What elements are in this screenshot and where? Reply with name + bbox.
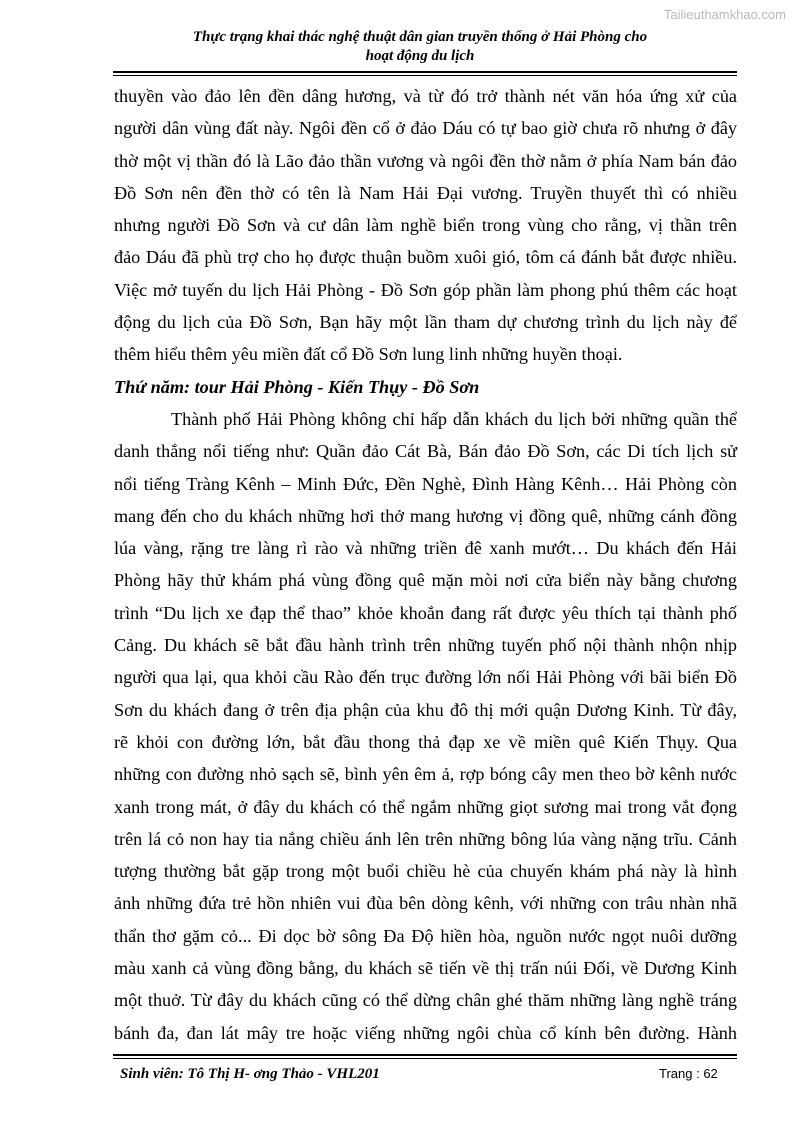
footer-divider-thin (113, 1058, 737, 1059)
text-line: Thành phố Hải Phòng không chỉ hấp dẫn khách du lịch bởi những quần thể (171, 408, 737, 429)
text-line: nổi tiếng Tràng Kênh – Minh Đức, Đền Nghè, Đình Hàng Kênh… Hải Phòng còn (114, 473, 737, 494)
text-line: xanh trong mát, ở đây du khách có thể ngắm những giọt sương mai trong vắt đọng (114, 796, 737, 817)
text-line: danh thắng nổi tiếng như: Quần đảo Cát Bà, Bán đảo Đồ Sơn, các Di tích lịch sử (114, 441, 737, 462)
text-line: mang đến cho du khách những hơi thở mang hương vị đồng quê, những cánh đồng (114, 505, 737, 526)
text-line: thẩn thơ gặm cỏ... Đi dọc bờ sông Đa Độ hiền hòa, nguồn nước ngọt nuôi dưỡng (114, 925, 737, 946)
text-line: Việc mở tuyến du lịch Hải Phòng - Đồ Sơn góp phần làm phong phú thêm các hoạt (114, 279, 737, 300)
text-line: trình “Du lịch xe đạp thể thao” khỏe khoắn đang rất được yêu thích tại thành phố (114, 602, 737, 623)
text-line: trên lá cỏ non hay tia nắng chiều ánh lên trên những bông lúa vàng nặng trĩu. Cảnh (114, 828, 737, 849)
page-number: Trang : 62 (659, 1066, 718, 1081)
text-line: Đồ Sơn nên đền thờ có tên là Nam Hải Đại vương. Truyền thuyết thì có nhiều (114, 182, 737, 203)
text-line: rẽ khỏi con đường lớn, bắt đầu thong thả đạp xe về miền quê Kiến Thụy. Qua (114, 731, 737, 752)
header-divider-thin (113, 75, 737, 76)
header-line-2: hoạt động du lịch (365, 48, 475, 64)
watermark: Tailieuthamkhao.com (663, 7, 786, 22)
text-line: thêm hiểu thêm yêu miền đất cổ Đồ Sơn lung linh những huyền thoại. (114, 344, 623, 365)
paragraph-1 (114, 80, 737, 371)
text-line: ảnh những đứa trẻ hồn nhiên vui đùa bên dòng kênh, với những con trâu nhàn nhã (114, 893, 737, 914)
running-header (120, 28, 720, 66)
footer-divider (113, 1054, 737, 1056)
text-line: lúa vàng, rặng tre làng rì rào và những triền đê xanh mướt… Du khách đến Hải (114, 538, 737, 559)
text-line: nhưng người Đồ Sơn và cư dân làm nghề biển trong vùng cho rằng, vị thần trên (114, 215, 737, 236)
text-line: Cảng. Du khách sẽ bắt đầu hành trình trên những tuyến phố nội thành nhộn nhịp (114, 635, 737, 656)
page-body (114, 80, 737, 1049)
text-line: động du lịch của Đồ Sơn, Bạn hãy một lần tham dự chương trình du lịch này để (114, 312, 737, 333)
header-line-1: Thực trạng khai thác nghệ thuật dân gian truyền thống ở Hải Phòng cho (192, 29, 648, 45)
paragraph-2 (114, 403, 737, 1049)
text-line: đảo Dáu đã phù trợ cho họ được thuận buồm xuôi gió, tôm cá đánh bắt được nhiều. (114, 247, 737, 268)
section-heading: Thứ năm: tour Hải Phòng - Kiến Thụy - Đồ Sơn (114, 376, 480, 397)
text-line: thờ một vị thần đó là Lão đảo thần vương và ngôi đền thờ nằm ở phía Nam bán đảo (114, 150, 737, 171)
text-line: người qua lại, qua khỏi cầu Rào đến trục đường lớn nối Hải Phòng với bãi biển Đồ (114, 667, 737, 688)
text-line: bánh đa, đan lát mây tre hoặc viếng những ngôi chùa cổ kính bên đường. Hành (114, 1022, 737, 1043)
text-line: những con đường nhỏ sạch sẽ, bình yên êm ả, rợp bóng cây men theo bờ kênh nước (114, 764, 737, 785)
header-divider (113, 71, 737, 73)
text-line: Phòng hãy thử khám phá vùng đồng quê mặn mòi nơi cửa biển này bằng chương (114, 570, 737, 591)
text-line: màu xanh cả vùng đồng bằng, du khách sẽ tiến về thị trấn núi Đối, về Dương Kinh (114, 958, 737, 979)
text-line: thuyền vào đảo lên đền dâng hương, và từ đó trở thành nét văn hóa ứng xử của (114, 86, 737, 106)
text-line: tượng thường bắt gặp trong một buổi chiều hè của chuyến khám phá này là hình (114, 861, 737, 882)
text-line: người dân vùng đất này. Ngôi đền cổ ở đảo Dáu có tự bao giờ chưa rõ nhưng ở đây (114, 118, 737, 139)
text-line: một thuở. Từ đây du khách cũng có thể dừng chân ghé thăm những làng nghề tráng (114, 990, 737, 1011)
footer-student-name: Sinh viên: Tô Thị H- ơng Thảo - VHL201 (120, 1066, 380, 1082)
text-line: Sơn du khách đang ở trên địa phận của khu đô thị mới quận Dương Kinh. Từ đây, (114, 699, 737, 720)
